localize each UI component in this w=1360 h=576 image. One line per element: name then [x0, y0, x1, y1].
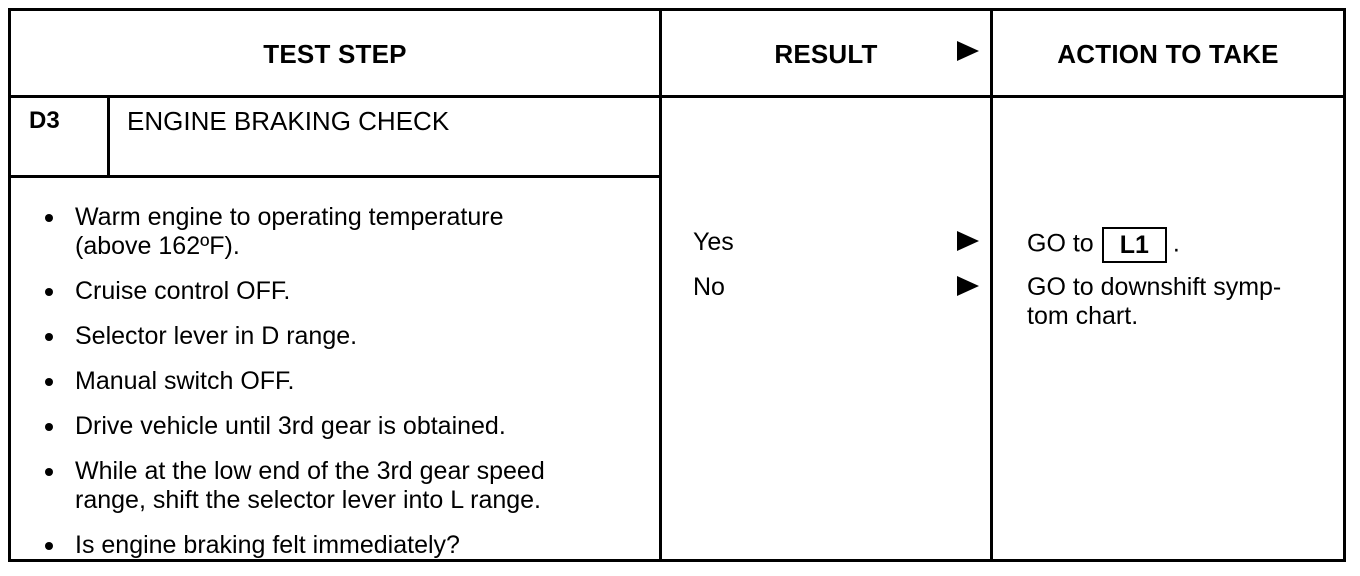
bullet-icon: [45, 333, 53, 341]
bullet-item: While at the low end of the 3rd gear speed range, shift the selector lever into L range.: [39, 457, 649, 515]
bullet-icon: [45, 542, 53, 550]
action-yes: GO to L1 .: [1027, 227, 1180, 263]
bullet-item: Manual switch OFF.: [39, 367, 649, 396]
bullet-item: Is engine braking felt immediately?: [39, 531, 649, 560]
result-yes-arrow-icon: [957, 231, 979, 251]
result-no: No: [693, 273, 725, 301]
bullet-item: Warm engine to operating temperature (above 162ºF).: [39, 203, 649, 261]
step-title: ENGINE BRAKING CHECK: [127, 106, 450, 136]
test-step-table: [8, 8, 1346, 562]
bullet-item: Cruise control OFF.: [39, 277, 649, 306]
step-id: D3: [29, 107, 60, 134]
test-step-bullets: [39, 203, 649, 576]
bullet-icon: [45, 468, 53, 476]
bullet-icon: [45, 378, 53, 386]
header-test-step: TEST STEP: [263, 38, 407, 69]
header-arrow-icon: [957, 41, 979, 61]
result-yes: Yes: [693, 228, 734, 256]
header-action: ACTION TO TAKE: [1057, 38, 1279, 69]
step-title-divider: [11, 175, 662, 178]
step-id-divider: [107, 95, 110, 177]
bullet-icon: [45, 214, 53, 222]
bullet-icon: [45, 288, 53, 296]
action-no: GO to downshift symp- tom chart.: [1027, 273, 1282, 330]
bullet-item: Selector lever in D range.: [39, 322, 649, 351]
bullet-icon: [45, 423, 53, 431]
step-ref-box[interactable]: L1: [1102, 227, 1167, 263]
bullet-item: Drive vehicle until 3rd gear is obtained.: [39, 412, 649, 441]
header-result: RESULT: [774, 38, 878, 69]
result-no-arrow-icon: [957, 276, 979, 296]
